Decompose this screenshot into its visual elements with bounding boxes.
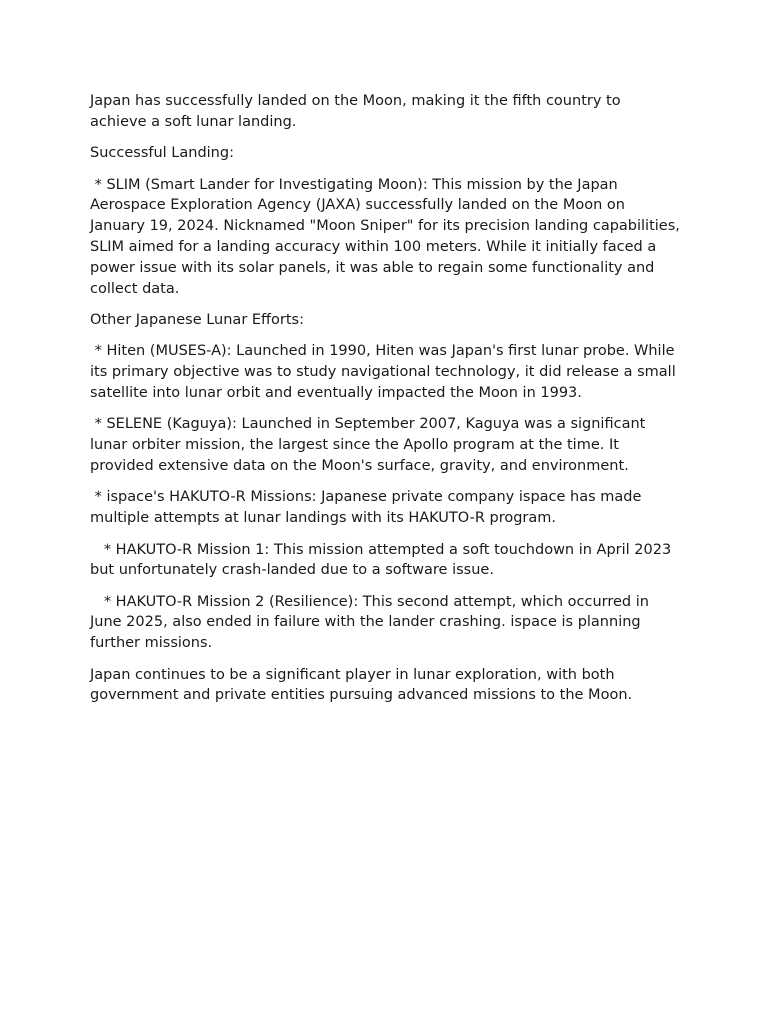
closing-paragraph: Japan continues to be a significant player in lunar exploration, with both government and private entities pursuing advanced missions to the Moon. [90,666,633,704]
bullet-hakuto-r: * ispace's HAKUTO-R Missions: Japanese private company ispace has made multiple attempts at lunar landings with its HAKUTO-R program. [90,489,647,527]
section-heading-other-efforts: Other Japanese Lunar Efforts: [90,311,304,328]
bullet-selene: * SELENE (Kaguya): Launched in September 2007, Kaguya was a significant lunar orbiter mission, the largest since the Apollo program at the time. It provided extensive data on the Moon's surface, gravity, and environment. [90,416,650,474]
bullet-slim: * SLIM (Smart Lander for Investigating Moon): This mission by the Japan Aerospace Exploration Agency (JAXA) successfully landed on the Moon on January 19, 2024. Nicknamed "Moon Sniper" for its precision landing capabilities, SLIM aimed for a landing accuracy within 100 meters. While it initially faced a power issue with its solar panels, it was able to regain some functionality and collect data. [90,176,685,297]
sub-bullet-hakuto-r-mission-1: * HAKUTO-R Mission 1: This mission attempted a soft touchdown in April 2023 but unfortunately crash-landed due to a software issue. [90,541,676,579]
section-heading-successful-landing: Successful Landing: [90,145,234,162]
document-body [90,91,685,717]
sub-bullet-hakuto-r-mission-2: * HAKUTO-R Mission 2 (Resilience): This second attempt, which occurred in June 2025, also ended in failure with the lander crashing. ispace is planning further missions. [90,593,654,652]
intro-paragraph: Japan has successfully landed on the Moon, making it the fifth country to achieve a soft lunar landing. [90,93,626,130]
bullet-hiten: * Hiten (MUSES-A): Launched in 1990, Hiten was Japan's first lunar probe. While its primary objective was to study navigational technology, it did release a small satellite into lunar orbit and eventually impacted the Moon in 1993. [90,343,681,401]
